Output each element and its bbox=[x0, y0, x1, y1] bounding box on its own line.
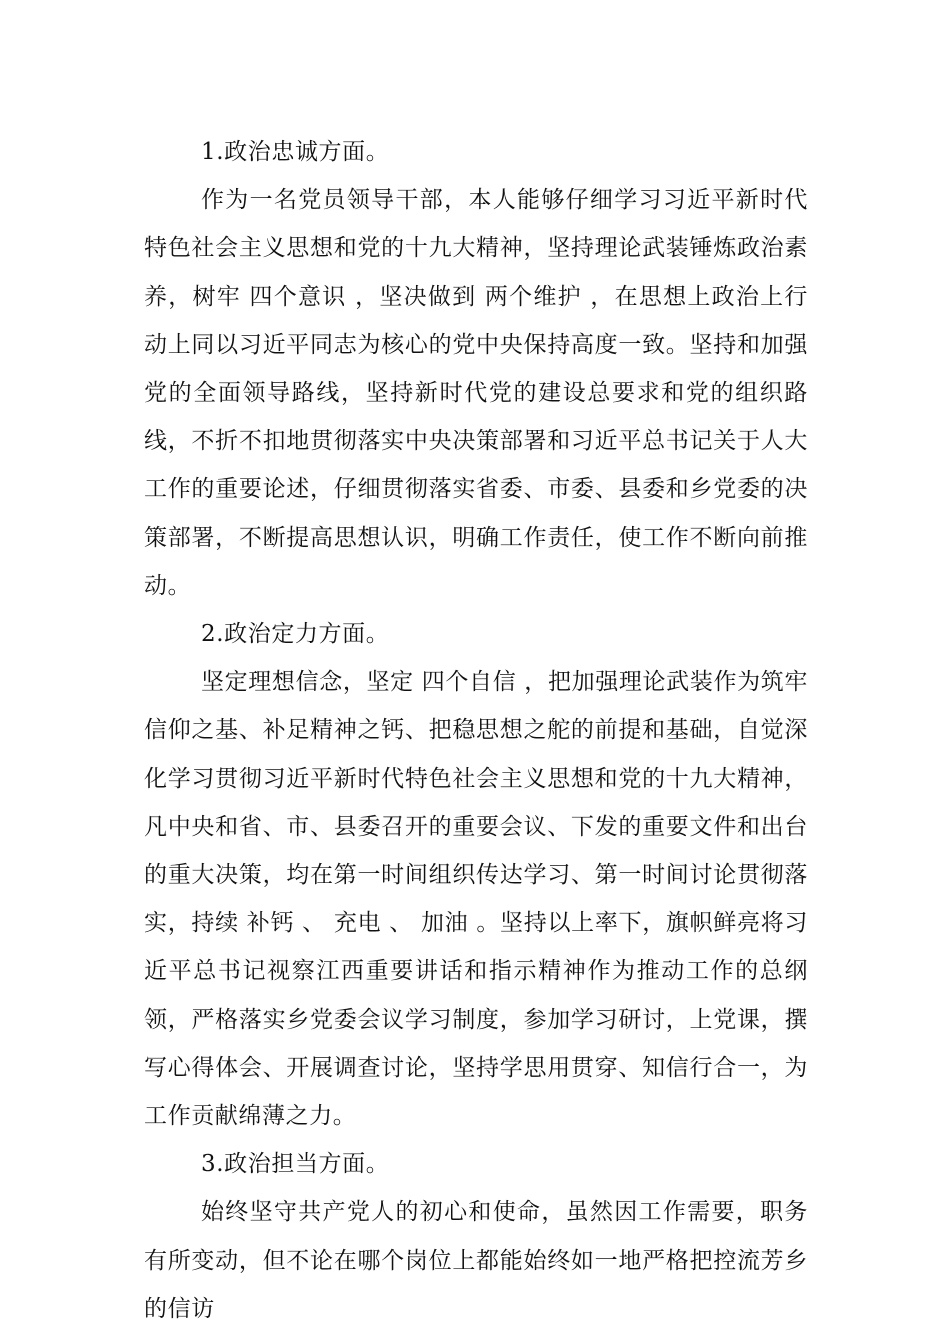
section-heading-2: 2.政治定力方面。 bbox=[201, 621, 390, 648]
section-heading-3: 3.政治担当方面。 bbox=[201, 1151, 390, 1178]
section-heading-1: 1.政治忠诚方面。 bbox=[201, 139, 390, 165]
document-body bbox=[144, 128, 808, 1333]
paragraph-political-resolve: 坚定理想信念，坚定 四个自信 ，把加强理论武装作为筑牢信仰之基、补足精神之钙、把稳思想之舵的前提和基础，自觉深化学习贯彻习近平新时代特色社会主义思想和党的十九大精神，凡中央和省、市、县委召开的重要会议、下发的重要文件和出台的重大决策，均在第一时间组织传达学习、第一时间讨论贯彻落实，持续 补钙 、 充电 、 加油 。坚持以上率下，旗帜鲜亮将习近平总书记视察江西重要讲话和指示精神作为推动工作的总纲领，严格落实乡党委会议学习制度，参加学习研讨，上党课，撰写心得体会、开展调查讨论，坚持学思用贯穿、知信行合一，为工作贡献绵薄之力。 bbox=[144, 669, 808, 1130]
paragraph-political-loyalty: 作为一名党员领导干部，本人能够仔细学习习近平新时代特色社会主义思想和党的十九大精神，坚持理论武装锤炼政治素养，树牢 四个意识 ，坚决做到 两个维护 ，在思想上政治上行动上同以习近平同志为核心的党中央保持高度一致。坚持和加强党的全面领导路线，坚持新时代党的建设总要求和党的组织路线，不折不扣地贯彻落实中央决策部署和习近平总书记关于人大工作的重要论述，仔细贯彻落实省委、市委、县委和乡党委的决策部署，不断提高思想认识，明确工作责任，使工作不断向前推动。 bbox=[144, 187, 808, 599]
paragraph-political-responsibility: 始终坚守共产党人的初心和使命，虽然因工作需要，职务有所变动，但不论在哪个岗位上都能始终如一地严格把控流芳乡的信访 bbox=[144, 1199, 808, 1322]
